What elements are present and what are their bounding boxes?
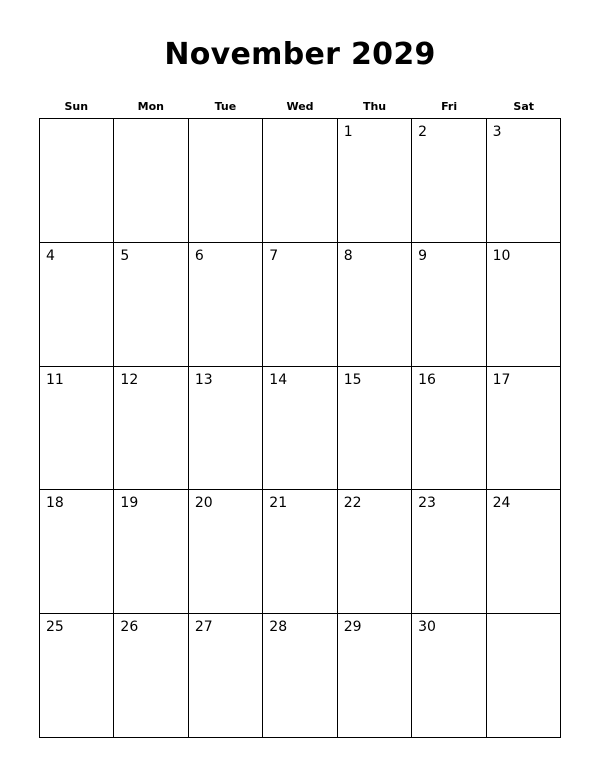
weekday-sun: Sun — [64, 100, 89, 113]
day-cell — [338, 367, 412, 491]
day-number: 30 — [418, 619, 436, 636]
day-number: 22 — [343, 495, 362, 512]
day-cell — [114, 119, 188, 243]
weekday-sat: Sat — [513, 100, 534, 113]
day-cell — [412, 614, 486, 738]
day-cell — [338, 614, 412, 738]
day-cell — [263, 119, 337, 243]
day-cell — [338, 490, 412, 614]
weekday-header — [39, 98, 561, 116]
day-number: 23 — [418, 495, 436, 512]
day-number: 3 — [492, 124, 502, 140]
calendar-grid — [39, 118, 561, 738]
day-cell — [263, 614, 337, 738]
day-cell — [189, 119, 263, 243]
day-number: 21 — [269, 495, 288, 512]
day-cell — [412, 119, 486, 243]
day-number: 8 — [343, 247, 353, 264]
calendar-title: November 2029 — [164, 37, 436, 72]
weekday-fri: Fri — [441, 100, 458, 113]
day-cell — [412, 490, 486, 614]
day-cell — [487, 490, 561, 614]
day-cell — [487, 243, 561, 367]
day-number: 12 — [120, 371, 139, 388]
day-number: 27 — [194, 619, 213, 636]
day-cell — [487, 119, 561, 243]
day-number: 15 — [343, 371, 362, 388]
day-number: 24 — [492, 495, 511, 512]
day-cell — [40, 119, 114, 243]
day-number: 28 — [269, 619, 288, 636]
day-number: 18 — [46, 495, 64, 512]
day-cell — [338, 119, 412, 243]
weekday-tue: Tue — [214, 100, 237, 113]
day-cell — [114, 243, 188, 367]
day-number: 7 — [269, 247, 279, 264]
day-cell — [40, 614, 114, 738]
day-cell — [40, 367, 114, 491]
day-cell — [189, 614, 263, 738]
day-number: 16 — [418, 371, 436, 388]
day-number: 10 — [492, 247, 511, 264]
weekday-wed: Wed — [286, 100, 314, 113]
day-cell — [412, 367, 486, 491]
weekday-mon: Mon — [137, 100, 165, 113]
day-number: 25 — [46, 619, 64, 636]
day-number: 26 — [120, 619, 139, 636]
day-cell — [189, 367, 263, 491]
day-cell — [263, 490, 337, 614]
day-cell — [487, 614, 561, 738]
day-cell — [114, 490, 188, 614]
day-cell — [40, 490, 114, 614]
day-number: 4 — [46, 247, 55, 264]
day-cell — [263, 243, 337, 367]
day-number: 14 — [269, 371, 288, 388]
day-cell — [189, 490, 263, 614]
weekday-thu: Thu — [362, 100, 387, 113]
day-number: 9 — [418, 247, 428, 264]
day-cell — [114, 614, 188, 738]
day-cell — [40, 243, 114, 367]
day-number: 29 — [343, 619, 362, 636]
day-number: 1 — [343, 124, 353, 140]
day-number: 13 — [194, 371, 213, 388]
day-number: 6 — [194, 247, 204, 264]
day-cell — [263, 367, 337, 491]
day-number: 17 — [492, 371, 511, 388]
day-cell — [114, 367, 188, 491]
day-cell — [338, 243, 412, 367]
day-number: 19 — [120, 495, 139, 512]
day-cell — [189, 243, 263, 367]
day-cell — [412, 243, 486, 367]
day-cell — [487, 367, 561, 491]
day-number: 5 — [120, 247, 130, 264]
day-number: 20 — [194, 495, 213, 512]
day-number: 11 — [46, 371, 64, 388]
day-number: 2 — [418, 124, 428, 140]
